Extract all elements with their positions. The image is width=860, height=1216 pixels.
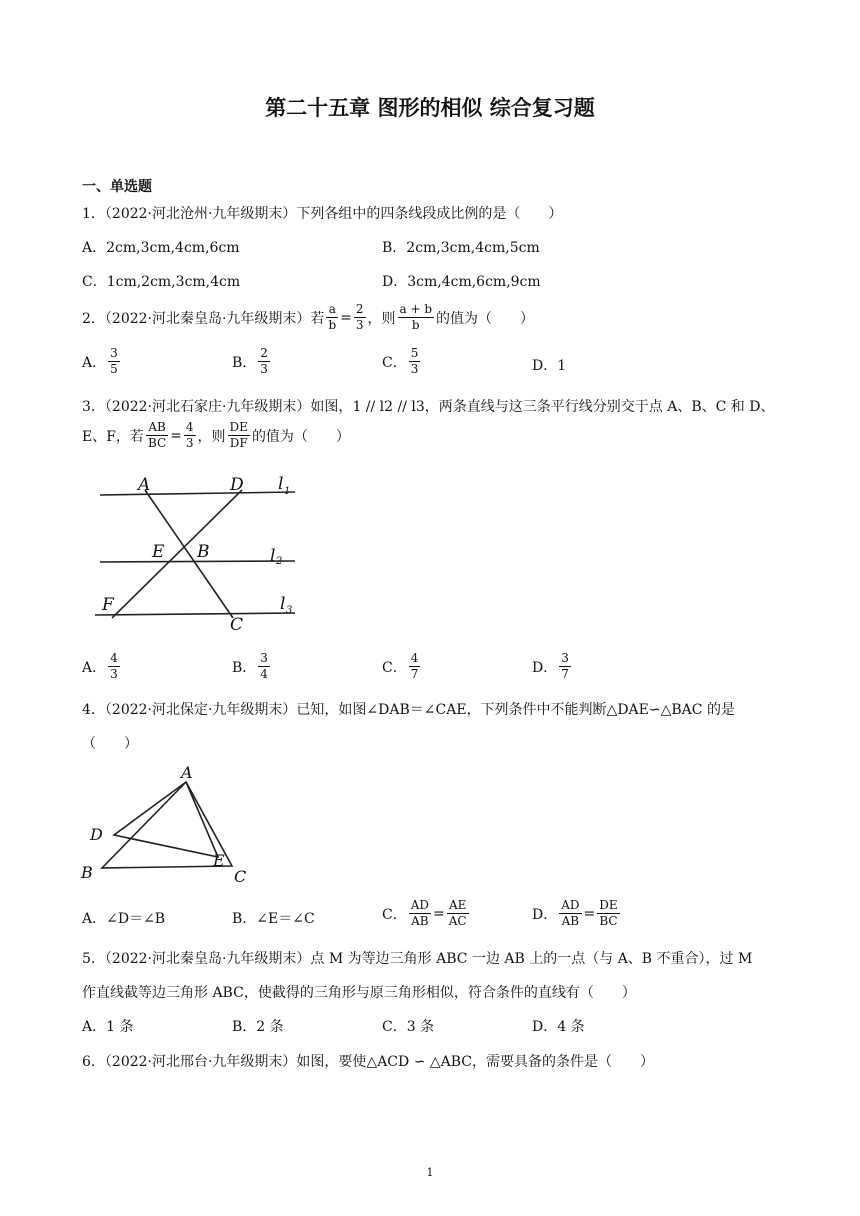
q3-option-b: B． $\frac{3}{4}$: [232, 651, 268, 681]
q4-label-d: D: [90, 825, 103, 844]
q3-label-b: B: [197, 542, 210, 562]
q3-option-a: A． $\frac{4}{3}$: [82, 651, 118, 681]
q4-option-b: B．∠E＝∠C: [232, 911, 315, 927]
q4-option-a: A．∠D＝∠B: [82, 911, 166, 927]
q4-label-b: B: [81, 863, 93, 882]
q4-triangle-figure: [80, 760, 260, 890]
q3-option-d: D． $\frac{3}{7}$: [532, 651, 569, 681]
page-title: 第二十五章 图形的相似 综合复习题: [265, 96, 595, 120]
q2-suffix: 的值为（ ）: [436, 310, 535, 327]
question-3-line-2: E、F，若 $\frac{AB}{BC}$ = $\frac{4}{3}$ ，则 $\frac{DE}{DF}$ 的值为（ ）: [82, 420, 350, 450]
question-1-stem: 1．（2022·河北沧州·九年级期末）下列各组中的四条线段成比例的是（ ）: [82, 206, 563, 222]
question-4-line-1: 4．（2022·河北保定·九年级期末）已知，如图∠DAB＝∠CAE，下列条件中不能判断△DAE∽△BAC 的是: [82, 702, 735, 718]
q3-label-c: C: [230, 615, 244, 635]
q2-option-b: B． $\frac{2}{3}$: [232, 346, 268, 376]
question-6-stem: 6．（2022·河北邢台·九年级期末）如图，要使△ACD ∽ △ABC，需要具备的条件是（ ）: [82, 1054, 655, 1070]
q2-fraction-a-b: $\frac{a}{b}$: [328, 302, 337, 332]
q2-option-a: A． $\frac{3}{5}$: [82, 346, 118, 376]
svg-text:3: 3: [286, 605, 293, 616]
q5-option-c: C．3 条: [382, 1019, 435, 1035]
q1-option-d: D．3cm,4cm,6cm,9cm: [382, 274, 541, 290]
q3-label-l3: l: [280, 594, 286, 614]
q1-option-a: A．2cm,3cm,4cm,6cm: [82, 240, 240, 256]
question-3-line-1: 3．（2022·河北石家庄·九年级期末）如图，1 // l2 // l3，两条直线与这三条平行线分别交于点 A、B、C 和 D、: [82, 399, 775, 415]
section-heading: 一、单选题: [82, 179, 152, 195]
q2-equals: =: [340, 309, 352, 326]
q4-label-e: E: [213, 851, 225, 870]
q3-label-f: F: [102, 595, 114, 615]
q4-label-c: C: [234, 867, 247, 886]
q3-label-a: A: [138, 475, 151, 495]
question-5-line-2: 作直线截等边三角形 ABC，使截得的三角形与原三角形相似，符合条件的直线有（ ）: [82, 985, 636, 1001]
page-number: 1: [426, 1166, 434, 1179]
q2-fraction-2-3: $\frac{2}{3}$: [355, 302, 364, 332]
question-2-stem: [82, 302, 534, 333]
q2-option-c: C． $\frac{5}{3}$: [382, 346, 419, 376]
q3-label-l2: l: [270, 546, 276, 566]
question-5-line-1: 5．（2022·河北秦皇岛·九年级期末）点 M 为等边三角形 ABC 一边 AB 上的一点（与 A、B 不重合），过 M: [82, 951, 753, 967]
q5-option-a: A．1 条: [82, 1019, 134, 1035]
svg-text:2: 2: [276, 556, 283, 567]
q2-prefix: 2．（2022·河北秦皇岛·九年级期末）若: [82, 310, 325, 327]
q1-option-c: C．1cm,2cm,3cm,4cm: [82, 274, 241, 290]
q3-option-c: C． $\frac{4}{7}$: [382, 651, 419, 681]
question-4-line-2: （ ）: [82, 736, 138, 752]
svg-text:1: 1: [284, 486, 291, 497]
q3-parallel-lines-figure: [90, 470, 310, 635]
q1-option-b: B．2cm,3cm,4cm,5cm: [382, 240, 540, 256]
q4-label-a: A: [181, 763, 193, 782]
q4-option-c: C． $\frac{AD}{AB}$ = $\frac{AE}{AC}$: [382, 898, 467, 928]
q3-label-l1: l: [278, 474, 284, 494]
q5-option-d: D．4 条: [532, 1019, 585, 1035]
q5-option-b: B．2 条: [232, 1019, 284, 1035]
q2-fraction-target: $\frac{a + b}{b}$: [399, 302, 433, 332]
q4-option-d: D． $\frac{AD}{AB}$ = $\frac{DE}{BC}$: [532, 898, 618, 928]
q3-label-d: D: [230, 475, 244, 495]
q3-label-e: E: [152, 542, 165, 562]
q2-mid: ，则: [367, 310, 396, 327]
q2-option-d: D．1: [532, 358, 567, 374]
